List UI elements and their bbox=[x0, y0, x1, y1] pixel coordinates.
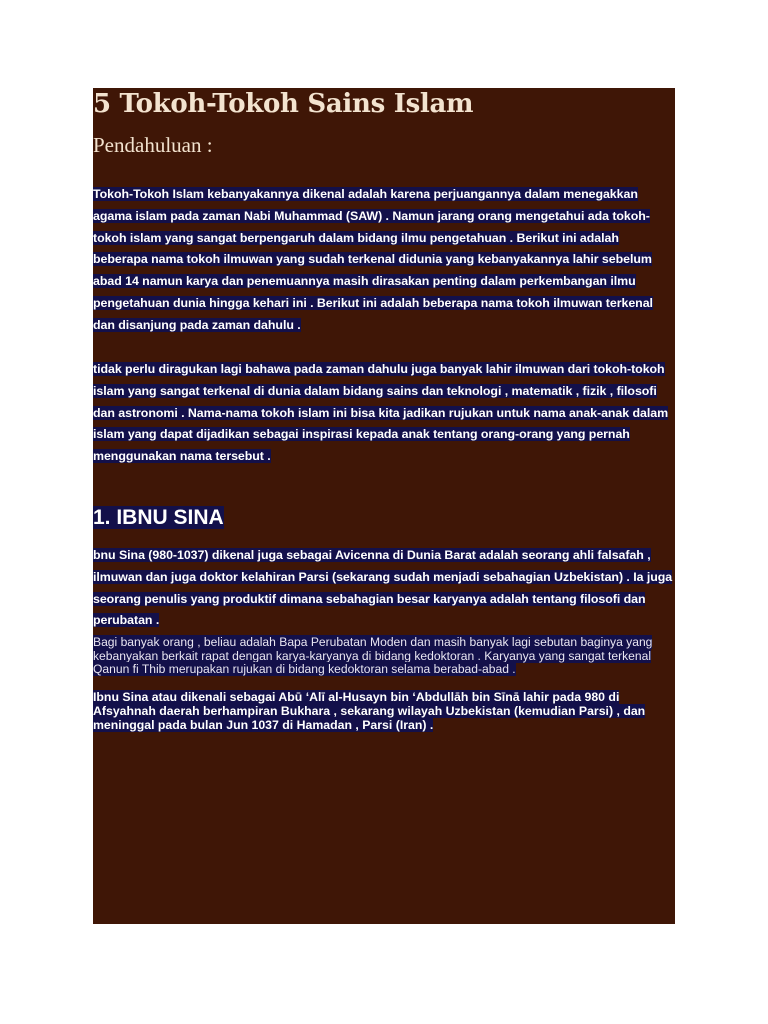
section-heading-text: 1. IBNU SINA bbox=[93, 506, 224, 529]
section-subtitle: Pendahuluan : bbox=[93, 133, 213, 157]
second-paragraph bbox=[93, 359, 673, 468]
intro-paragraph-text: Tokoh-Tokoh Islam kebanyakannya dikenal adalah karena perjuangannya dalam menegakkan agama islam pada zaman Nabi Muhammad (SAW) . Namun jarang orang mengetahui ada tokoh-tokoh islam yang sangat berpengaruh dalam bidang ilmu pengetahuan . Berikut ini adalah beberapa nama tokoh ilmuwan yang sudah terkenal didunia yang kebanyakannya lahir sebelum abad 14 namun karya dan penemuannya masih dirasakan penting dalam perkembangan ilmu pengetahuan dunia hingga kehari ini . Berikut ini adalah beberapa nama tokoh ilmuwan terkenal dan disanjung pada zaman dahulu . bbox=[93, 187, 653, 332]
document-page bbox=[93, 88, 675, 924]
intro-paragraph bbox=[93, 184, 673, 337]
bapa-perubatan-paragraph bbox=[93, 636, 673, 677]
section-heading bbox=[93, 503, 224, 533]
bapa-perubatan-paragraph-text: Bagi banyak orang , beliau adalah Bapa Perubatan Moden dan masih banyak lagi sebutan baginya yang kebanyakan berkait rapat dengan karya-karyanya di bidang kedoktoran . Karyanya yang sangat terkenal Qanun fi Thib merupakan rujukan di bidang kedoktoran selama berabad-abad . bbox=[93, 635, 653, 677]
ibnu-sina-paragraph bbox=[93, 545, 673, 632]
biography-paragraph-text: Ibnu Sina atau dikenali sebagai Abū ‘Alī al-Husayn bin ‘Abdullāh bin Sīnā lahir pada 980 di Afsyahnah daerah berhampiran Bukhara , sekarang wilayah Uzbekistan (kemudian Parsi) , dan meninggal pada bulan Jun 1037 di Hamadan , Parsi (Iran) . bbox=[93, 690, 646, 732]
ibnu-sina-paragraph-text: bnu Sina (980-1037) dikenal juga sebagai Avicenna di Dunia Barat adalah seorang ahli falsafah , ilmuwan dan juga doktor kelahiran Parsi (sekarang sudah menjadi sebahagian Uzbekistan) . Ia juga seorang penulis yang produktif dimana sebahagian besar karyanya adalah tentang filosofi dan perubatan . bbox=[93, 548, 673, 628]
biography-paragraph bbox=[93, 690, 673, 732]
page-title: 5 Tokoh-Tokoh Sains Islam bbox=[93, 89, 474, 119]
second-paragraph-text: tidak perlu diragukan lagi bahawa pada zaman dahulu juga banyak lahir ilmuwan dari tokoh-tokoh islam yang sangat terkenal di dunia dalam bidang sains dan teknologi , matematik , fizik , filosofi dan astronomi . Nama-nama tokoh islam ini bisa kita jadikan rujukan untuk nama anak-anak dalam islam yang dapat dijadikan sebagai inspirasi kepada anak tentang orang-orang yang pernah menggunakan nama tersebut . bbox=[93, 362, 669, 464]
